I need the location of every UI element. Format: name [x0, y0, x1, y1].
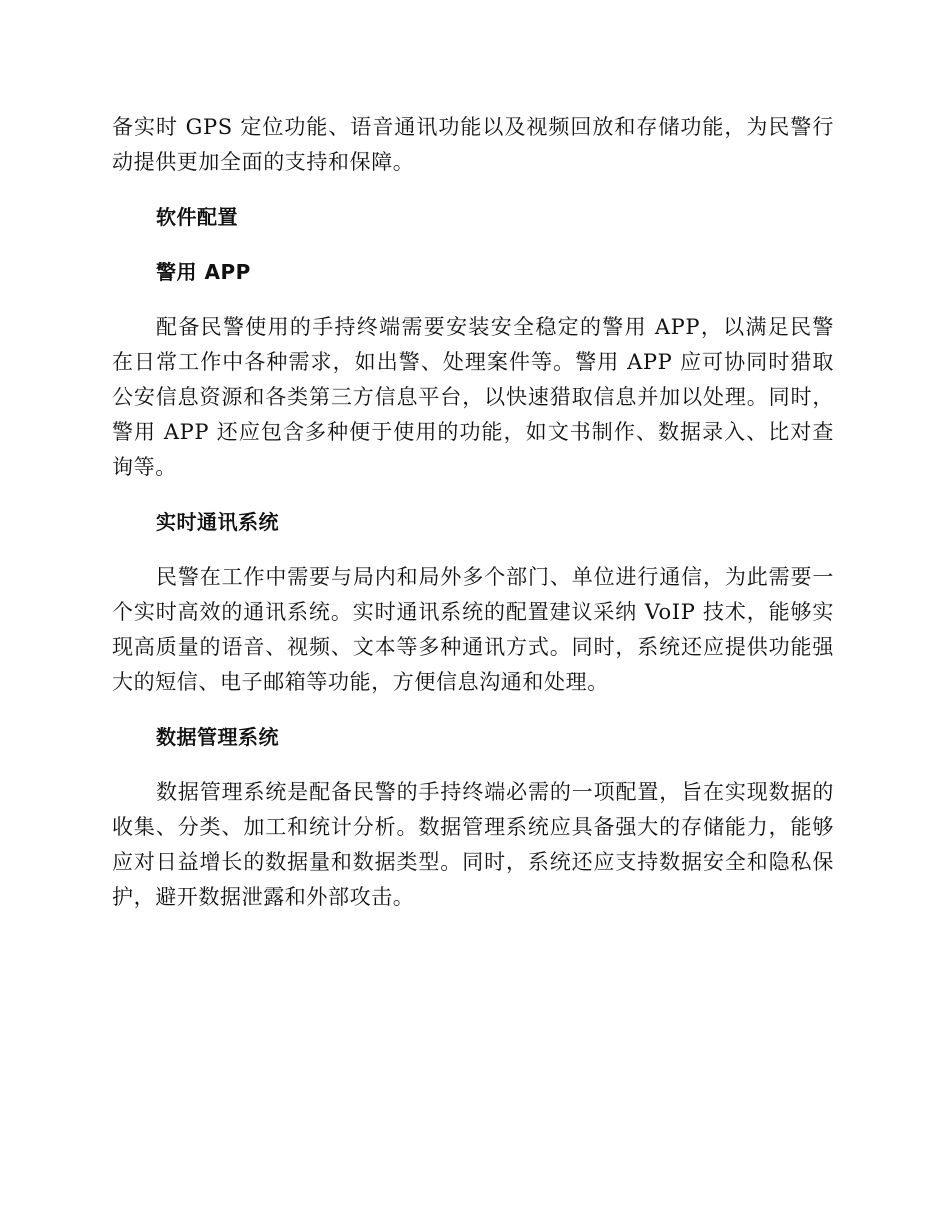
section-heading-software: 软件配置	[156, 205, 238, 229]
subheading-data-management: 数据管理系统	[156, 725, 279, 749]
subheading-realtime-comm: 实时通讯系统	[156, 510, 279, 534]
paragraph-data-management: 数据管理系统是配备民警的手持终端必需的一项配置，旨在实现数据的收集、分类、加工和统计分析。数据管理系统应具备强大的存储能力，能够应对日益增长的数据量和数据类型。同时，系统还应支持数据安全和隐私保护，避开数据泄露和外部攻击。	[112, 780, 834, 909]
subheading-police-app: 警用 APP	[156, 260, 251, 284]
paragraph-realtime-comm: 民警在工作中需要与局内和局外多个部门、单位进行通信，为此需要一个实时高效的通讯系统。实时通讯系统的配置建议采纳 VoIP 技术，能够实现高质量的语音、视频、文本等多种通讯方式。同时，系统还应提供功能强大的短信、电子邮箱等功能，方便信息沟通和处理。	[112, 565, 834, 694]
document-content	[112, 110, 834, 915]
intro-paragraph: 备实时 GPS 定位功能、语音通讯功能以及视频回放和存储功能，为民警行动提供更加全面的支持和保障。	[112, 115, 834, 174]
paragraph-police-app: 配备民警使用的手持终端需要安装安全稳定的警用 APP，以满足民警在日常工作中各种需求，如出警、处理案件等。警用 APP 应可协同时猎取公安信息资源和各类第三方信息平台，以快速猎取信息并加以处理。同时，警用 APP 还应包含多种便于使用的功能，如文书制作、数据录入、比对查询等。	[112, 315, 834, 479]
